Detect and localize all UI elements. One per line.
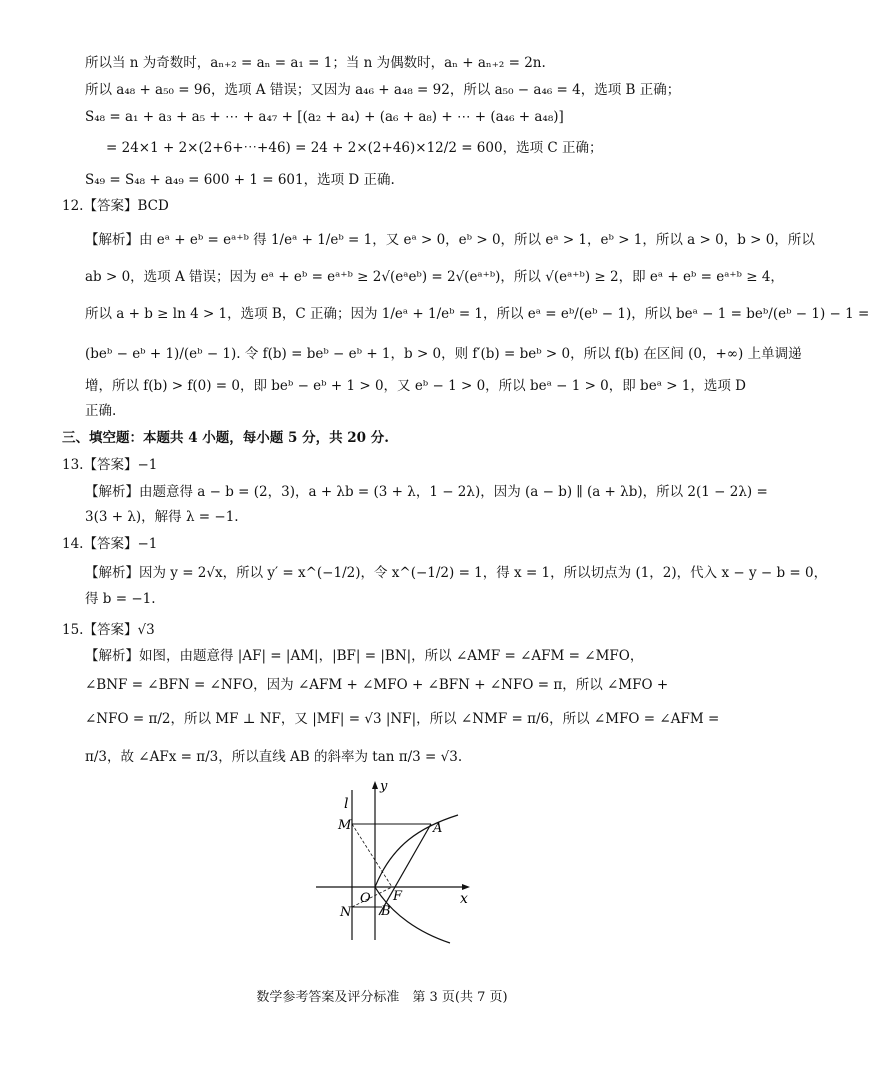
label-l: l (344, 796, 349, 812)
text-line: 所以当 n 为奇数时，aₙ₊₂ = aₙ = a₁ = 1；当 n 为偶数时，aₙ + aₙ₊₂ = 2n. (85, 55, 546, 71)
text-line: 3(3 + λ)，解得 λ = −1. (85, 509, 239, 525)
text-line: ∠NFO = π/2，所以 MF ⊥ NF，又 |MF| = √3 |NF|，所以 ∠NMF = π/6，所以 ∠MFO = ∠AFM = (85, 711, 720, 727)
question-answer: 15.【答案】√3 (62, 622, 155, 638)
label-n: N (340, 905, 352, 920)
page-footer: 数学参考答案及评分标准 第 3 页(共 7 页) (256, 990, 508, 1005)
question-answer: 12.【答案】BCD (62, 198, 169, 214)
label-y: y (380, 779, 388, 794)
text-line: 【解析】由 eᵃ + eᵇ = eᵃ⁺ᵇ 得 1/eᵃ + 1/eᵇ = 1，又 eᵃ > 0，eᵇ > 0，所以 eᵃ > 1，eᵇ > 1，所以 a > 0，b > 0，所以 (85, 232, 815, 248)
text-line: 【解析】如图，由题意得 |AF| = |AM|，|BF| = |BN|，所以 ∠AMF = ∠AFM = ∠MFO， (85, 648, 644, 664)
text-line: S₄₈ = a₁ + a₃ + a₅ + ⋯ + a₄₇ + [(a₂ + a₄) + (a₆ + a₈) + ⋯ + (a₄₆ + a₄₈)] (85, 109, 564, 125)
text-line: 得 b = −1. (85, 591, 156, 607)
text-line: ab > 0，选项 A 错误；因为 eᵃ + eᵇ = eᵃ⁺ᵇ ≥ 2√(eᵃeᵇ) = 2√(eᵃ⁺ᵇ)，所以 √(eᵃ⁺ᵇ) ≥ 2，即 eᵃ + eᵇ = eᵃ⁺ᵇ ≥ 4， (85, 269, 784, 285)
label-o: O (360, 891, 371, 906)
section-heading: 三、填空题：本题共 4 小题，每小题 5 分，共 20 分. (62, 430, 389, 446)
text-line: 所以 a + b ≥ ln 4 > 1，选项 B，C 正确；因为 1/eᵃ + 1/eᵇ = 1，所以 eᵃ = eᵇ/(eᵇ − 1)，所以 beᵃ − 1 = beᵇ/(eᵇ − 1) − 1 = (85, 306, 869, 322)
text-line: 正确. (85, 403, 117, 419)
label-x: x (460, 891, 468, 907)
label-m: M (338, 818, 352, 833)
line-ab (379, 824, 431, 915)
text-line: 增，所以 f(b) > f(0) = 0，即 beᵇ − eᵇ + 1 > 0，又 eᵇ − 1 > 0，所以 beᵃ − 1 > 0，即 beᵃ > 1，选项 D (85, 378, 746, 394)
label-b: B (381, 904, 391, 919)
question-answer: 14.【答案】−1 (62, 536, 158, 552)
question-answer: 13.【答案】−1 (62, 457, 158, 473)
text-line: π/3，故 ∠AFx = π/3，所以直线 AB 的斜率为 tan π/3 = √3. (85, 749, 463, 765)
segment-mf (352, 824, 392, 887)
label-f: F (393, 889, 403, 904)
text-line: (beᵇ − eᵇ + 1)/(eᵇ − 1). 令 f(b) = beᵇ − eᵇ + 1，b > 0，则 f′(b) = beᵇ > 0，所以 f(b) 在区间 (0，+∞) 上单调递 (85, 346, 802, 362)
x-axis-arrow (462, 884, 470, 890)
parabola-figure (300, 775, 490, 945)
text-line: ∠BNF = ∠BFN = ∠NFO，因为 ∠AFM + ∠MFO + ∠BFN + ∠NFO = π，所以 ∠MFO + (85, 677, 669, 693)
parabola-curve (375, 815, 458, 943)
text-line: 【解析】因为 y = 2√x，所以 y′ = x^(−1/2)，令 x^(−1/2) = 1，得 x = 1，所以切点为 (1，2)，代入 x − y − b = 0， (85, 565, 828, 581)
y-axis-arrow (372, 781, 378, 789)
text-line: S₄₉ = S₄₈ + a₄₉ = 600 + 1 = 601，选项 D 正确. (85, 172, 395, 188)
text-line: 所以 a₄₈ + a₅₀ = 96，选项 A 错误；又因为 a₄₆ + a₄₈ = 92，所以 a₅₀ − a₄₆ = 4，选项 B 正确； (85, 82, 681, 98)
text-line: = 24×1 + 2×(2+6+⋯+46) = 24 + 2×(2+46)×12/2 = 600，选项 C 正确； (106, 140, 603, 156)
text-line: 【解析】由题意得 a − b = (2，3)，a + λb = (3 + λ，1 − 2λ)，因为 (a − b) ∥ (a + λb)，所以 2(1 − 2λ) = (85, 484, 768, 500)
label-a: A (433, 821, 443, 836)
